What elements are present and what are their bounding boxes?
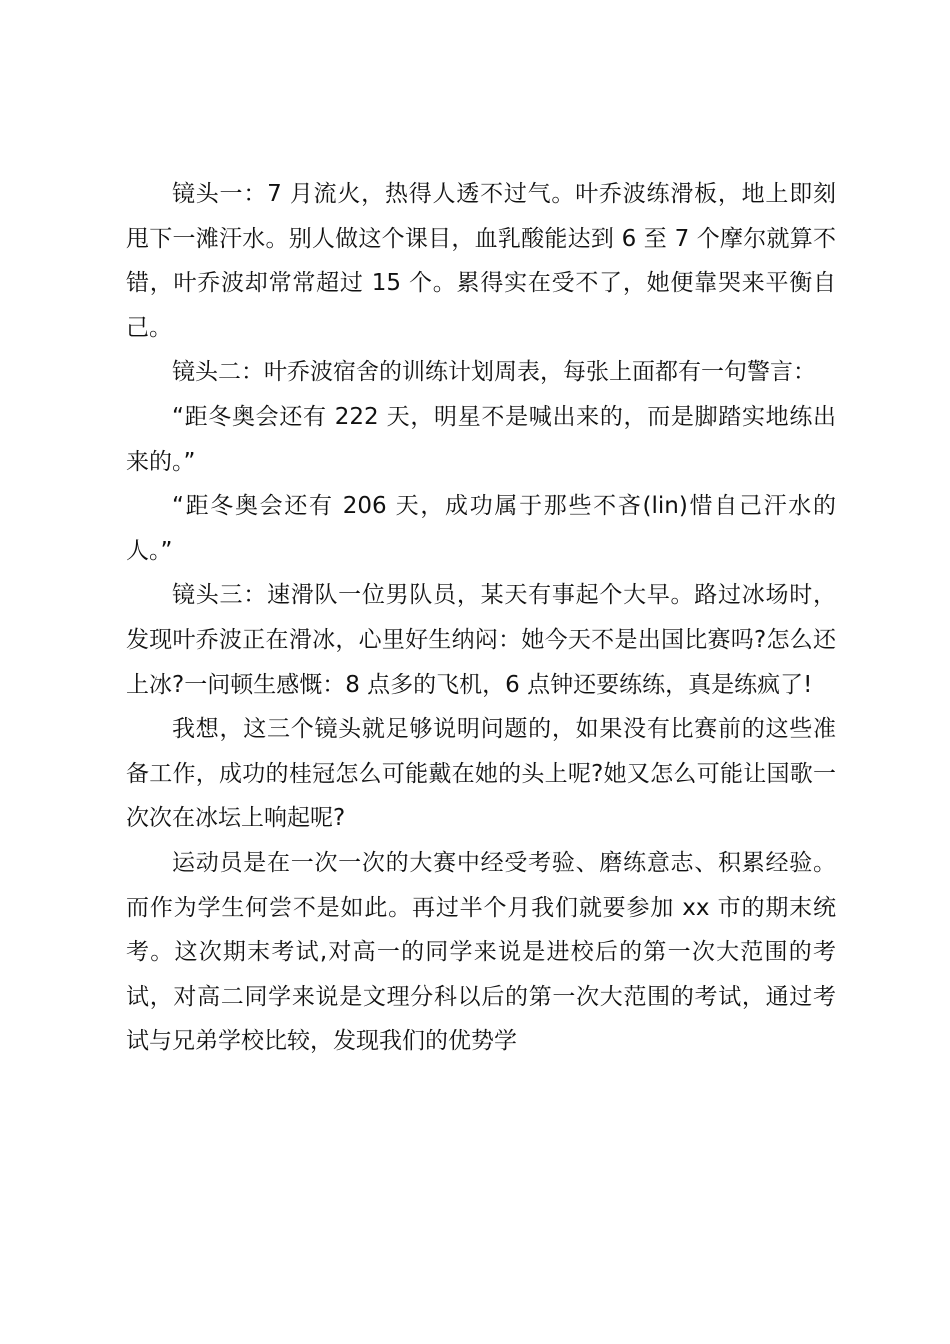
paragraph-exam: 运动员是在一次一次的大赛中经受考验、磨练意志、积累经验。而作为学生何尝不是如此。再过半个月我们就要参加 xx 市的期末统考。这次期末考试,对高一的同学来说是进校后的第一次大范围的考试，对高二同学来说是文理分科以后的第一次大范围的考试，通过考试与兄弟学校比较，发现我们的优势学 xyxy=(126,849,836,1055)
paragraph-reflection: 我想，这三个镜头就足够说明问题的，如果没有比赛前的这些准备工作，成功的桂冠怎么可能戴在她的头上呢?她又怎么可能让国歌一次次在冰坛上响起呢? xyxy=(126,716,836,832)
paragraph-quote-222: “距冬奥会还有 222 天，明星不是喊出来的，而是脚踏实地练出来的。” xyxy=(126,403,836,475)
paragraph-shot-two: 镜头二：叶乔波宿舍的训练计划周表，每张上面都有一句警言： xyxy=(172,359,816,386)
document-body xyxy=(126,172,836,1064)
paragraph-shot-three: 镜头三：速滑队一位男队员，某天有事起个大早。路过冰场时，发现叶乔波正在滑冰，心里好生纳闷：她今天不是出国比赛吗?怎么还上冰?一问顿生感慨：8 点多的飞机，6 点钟还要练练，真是练疯了! xyxy=(126,582,836,698)
paragraph-quote-206: “距冬奥会还有 206 天，成功属于那些不吝(lin)惜自己汗水的人。” xyxy=(126,493,836,564)
paragraph-shot-one: 镜头一：7 月流火，热得人透不过气。叶乔波练滑板，地上即刻甩下一滩汗水。别人做这个课目，血乳酸能达到 6 至 7 个摩尔就算不错，叶乔波却常常超过 15 个。累得实在受不了，她便靠哭来平衡自己。 xyxy=(126,181,836,341)
